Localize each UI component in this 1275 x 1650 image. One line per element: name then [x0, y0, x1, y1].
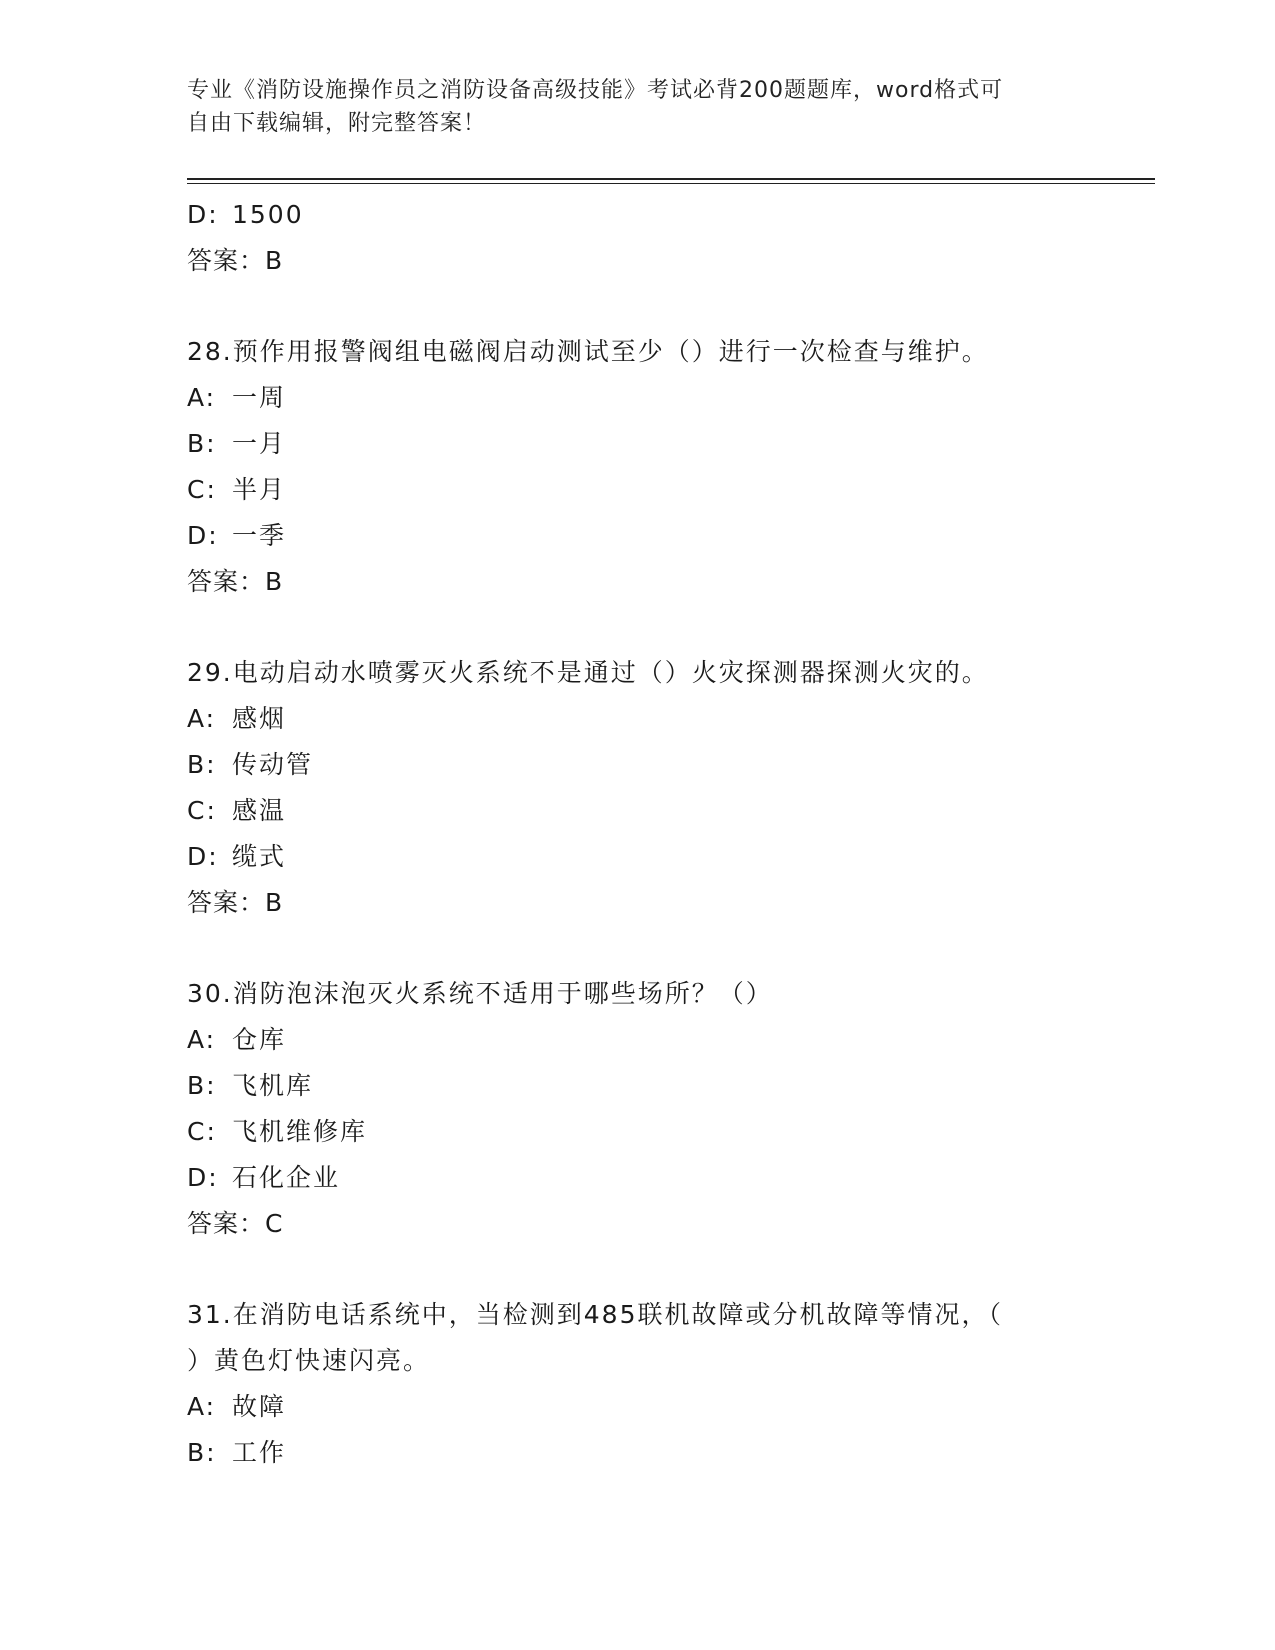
answer-line: 答案：B — [187, 888, 284, 917]
spacer — [187, 605, 1087, 650]
option-a — [187, 1384, 1087, 1430]
header-divider-thin — [187, 183, 1155, 184]
option-key: B: — [187, 750, 217, 779]
header-text-line-1: 专业《消防设施操作员之消防设备高级技能》考试必背200题题库，word格式可 — [187, 78, 1004, 103]
option-a — [187, 696, 1087, 742]
option-text: 1500 — [232, 200, 304, 229]
option-text: 感温 — [232, 796, 287, 825]
option-text: 故障 — [232, 1392, 287, 1421]
option-text: 缆式 — [232, 842, 287, 871]
option-text: 仓库 — [232, 1025, 287, 1054]
option-key: A: — [187, 704, 217, 733]
option-key: C: — [187, 1117, 217, 1146]
option-text: 飞机维修库 — [232, 1117, 368, 1146]
question-stem: 29.电动启动水喷雾灭火系统不是通过（）火灾探测器探测火灾的。 — [187, 658, 989, 687]
spacer — [187, 284, 1087, 329]
option-b — [187, 1430, 1087, 1476]
option-text: 一周 — [232, 383, 287, 412]
option-key: B: — [187, 1071, 217, 1100]
answer-line: 答案：C — [187, 1209, 284, 1238]
option-text: 感烟 — [232, 704, 287, 733]
option-key: B: — [187, 429, 217, 458]
option-a — [187, 1017, 1087, 1063]
question-stem-line-1: 31.在消防电话系统中，当检测到485联机故障或分机故障等情况，（ — [187, 1300, 1003, 1329]
option-key: D: — [187, 1163, 219, 1192]
option-key: D: — [187, 200, 219, 229]
option-c — [187, 788, 1087, 834]
header-divider-thick — [187, 178, 1155, 180]
question-stem-line-2: ）黄色灯快速闪亮。 — [187, 1346, 431, 1375]
option-d — [187, 192, 1087, 238]
answer-line: 答案：B — [187, 567, 284, 596]
answer-line: 答案：B — [187, 246, 284, 275]
page-header — [187, 74, 1067, 140]
option-key: A: — [187, 1392, 217, 1421]
header-text-line-2: 自由下载编辑，附完整答案！ — [187, 111, 487, 136]
option-key: C: — [187, 796, 217, 825]
option-text: 一季 — [232, 521, 287, 550]
option-text: 工作 — [232, 1438, 287, 1467]
option-text: 半月 — [232, 475, 287, 504]
option-b — [187, 1063, 1087, 1109]
option-key: A: — [187, 1025, 217, 1054]
option-c — [187, 1109, 1087, 1155]
question-list — [187, 192, 1087, 1476]
option-d — [187, 834, 1087, 880]
option-d — [187, 1155, 1087, 1201]
question-stem: 30.消防泡沫泡灭火系统不适用于哪些场所？（） — [187, 979, 773, 1008]
option-b — [187, 742, 1087, 788]
option-key: B: — [187, 1438, 217, 1467]
option-text: 传动管 — [232, 750, 314, 779]
spacer — [187, 1247, 1087, 1292]
option-key: D: — [187, 842, 219, 871]
option-text: 一月 — [232, 429, 287, 458]
option-key: A: — [187, 383, 217, 412]
question-stem: 28.预作用报警阀组电磁阀启动测试至少（）进行一次检查与维护。 — [187, 337, 989, 366]
option-a — [187, 375, 1087, 421]
spacer — [187, 926, 1087, 971]
option-text: 飞机库 — [232, 1071, 314, 1100]
option-key: D: — [187, 521, 219, 550]
option-c — [187, 467, 1087, 513]
option-b — [187, 421, 1087, 467]
option-key: C: — [187, 475, 217, 504]
option-text: 石化企业 — [232, 1163, 341, 1192]
option-d — [187, 513, 1087, 559]
